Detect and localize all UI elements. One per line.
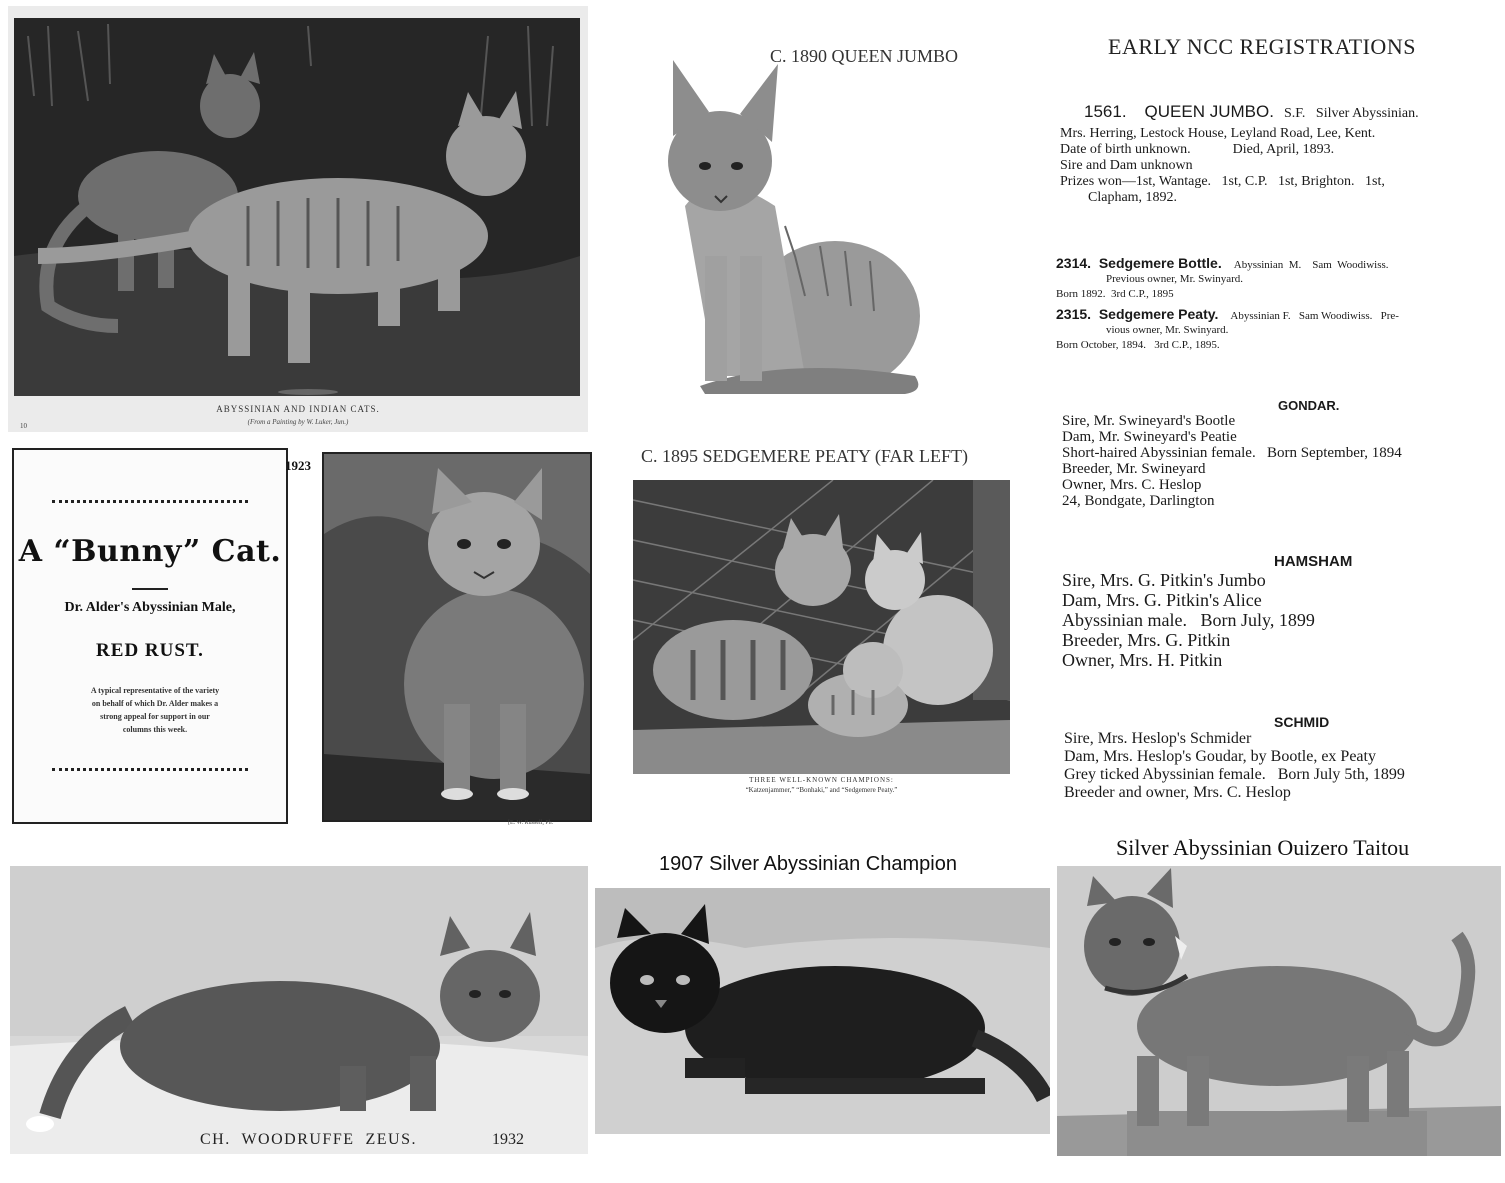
queen-jumbo-drawing [645,56,945,396]
reg-1561-rest: S.F. Silver Abyssinian. [1283,106,1419,121]
gondar-line: Breeder, Mr. Swineyard [1062,461,1206,477]
hamsham-line: Owner, Mrs. H. Pitkin [1062,650,1223,670]
champions-caption-line1: THREE WELL-KNOWN CHAMPIONS: [749,776,894,784]
gondar-line: Dam, Mr. Swineyard's Peatie [1062,429,1237,445]
registration-hamsham [1062,553,1352,670]
clipping-rule-bottom [52,768,248,771]
reg-2315-rest: Abyssinian F. Sam Woodiwiss. Pre- [1230,310,1399,322]
gondar-line: 24, Bondgate, Darlington [1062,493,1215,509]
hamsham-title: HAMSHAM [1274,553,1353,570]
reg-1561-name: QUEEN JUMBO. [1144,102,1274,121]
engraving-caption: ABYSSINIAN AND INDIAN CATS. [216,404,380,414]
gondar-title: GONDAR. [1278,398,1340,413]
clipping-rule-mid [132,588,168,590]
hamsham-line: Abyssinian male. Born July, 1899 [1062,610,1315,630]
queen-jumbo-caption: C. 1890 QUEEN JUMBO [770,46,959,66]
gondar-line: Sire, Mr. Swineyard's Bootle [1062,413,1236,429]
registration-2314 [1056,255,1389,300]
bunny-cat-clipping [12,448,288,824]
reg-2314-rest: Abyssinian M. Sam Woodiwiss. [1233,259,1389,271]
clipping-body-line: A typical representative of the variety [90,686,220,695]
champions-caption-line2: “Katzenjammer,” “Bonhaki,” and “Sedgemere Peaty.” [745,786,898,794]
engraving-page-number: 10 [20,422,27,430]
red-rust-photo [322,452,592,822]
hamsham-line: Breeder, Mrs. G. Pitkin [1062,630,1231,650]
schmid-line: Breeder and owner, Mrs. C. Heslop [1064,784,1291,801]
silver-champion-caption: 1907 Silver Abyssinian Champion [659,853,957,875]
registrations-title: EARLY NCC REGISTRATIONS [1108,34,1416,59]
hamsham-line: Dam, Mrs. G. Pitkin's Alice [1062,590,1262,610]
schmid-line: Grey ticked Abyssinian female. Born July 5th, 1899 [1064,766,1405,783]
reg-2314-born: Born 1892. 3rd C.P., 1895 [1056,288,1174,300]
clipping-year: 1923 [285,458,311,473]
reg-1561-line: Mrs. Herring, Lestock House, Leyland Road, Lee, Kent. [1060,126,1376,141]
reg-2315-born: Born October, 1894. 3rd C.P., 1895. [1056,339,1220,351]
three-champions-photo [633,480,1010,774]
red-rust-photo-credit: [E. W. Russell, Ph. [508,820,554,826]
registration-gondar [1062,398,1402,509]
clipping-body-line: columns this week. [122,725,188,734]
gondar-line: Owner, Mrs. C. Heslop [1062,477,1202,493]
silver-champion-photo [595,888,1050,1134]
reg-1561-line: Clapham, 1892. [1060,190,1178,205]
clipping-headline: A “Bunny” Cat. [18,534,282,569]
clipping-subhead: Dr. Alder's Abyssinian Male, [64,600,236,615]
engraving-credit: (From a Painting by W. Luker, Jun.) [247,418,349,426]
registration-2315 [1056,306,1399,351]
clipping-body [50,684,260,736]
ouizero-caption: Silver Abyssinian Ouizero Taitou [1116,835,1410,860]
reg-2315-owner: vious owner, Mr. Swinyard. [1106,324,1229,336]
reg-2315-head: 2315. Sedgemere Peaty. [1056,306,1219,322]
reg-1561-number: 1561. [1084,102,1127,121]
registration-schmid [1064,714,1405,802]
reg-2314-owner: Previous owner, Mr. Swinyard. [1106,273,1244,285]
reg-1561-line: Prizes won—1st, Wantage. 1st, C.P. 1st, Brighton. 1st, [1060,174,1385,189]
woodruffe-zeus-photo [10,866,588,1154]
reg-1561-line: Date of birth unknown. Died, April, 1893. [1060,142,1335,157]
clipping-name: RED RUST. [96,640,204,661]
zeus-name-caption: CH. WOODRUFFE ZEUS. [200,1131,417,1148]
gondar-line: Short-haired Abyssinian female. Born September, 1894 [1062,445,1402,461]
zeus-year-caption: 1932 [492,1131,524,1148]
schmid-line: Sire, Mrs. Heslop's Schmider [1064,730,1252,747]
ouizero-taitou-photo [1057,866,1501,1156]
schmid-title: SCHMID [1274,714,1330,730]
hamsham-line: Sire, Mrs. G. Pitkin's Jumbo [1062,570,1266,590]
clipping-body-line: on behalf of which Dr. Alder makes a [91,699,219,708]
reg-1561-line: Sire and Dam unknown [1060,158,1193,173]
sedgemere-caption: C. 1895 SEDGEMERE PEATY (FAR LEFT) [641,446,969,466]
registration-1561 [1060,102,1419,206]
abyssinian-indian-cats-engraving [8,6,588,432]
clipping-body-line: strong appeal for support in our [100,712,210,721]
clipping-rule-top [52,500,248,503]
reg-2314-head: 2314. Sedgemere Bottle. [1056,255,1222,271]
schmid-line: Dam, Mrs. Heslop's Goudar, by Bootle, ex Peaty [1064,748,1376,765]
